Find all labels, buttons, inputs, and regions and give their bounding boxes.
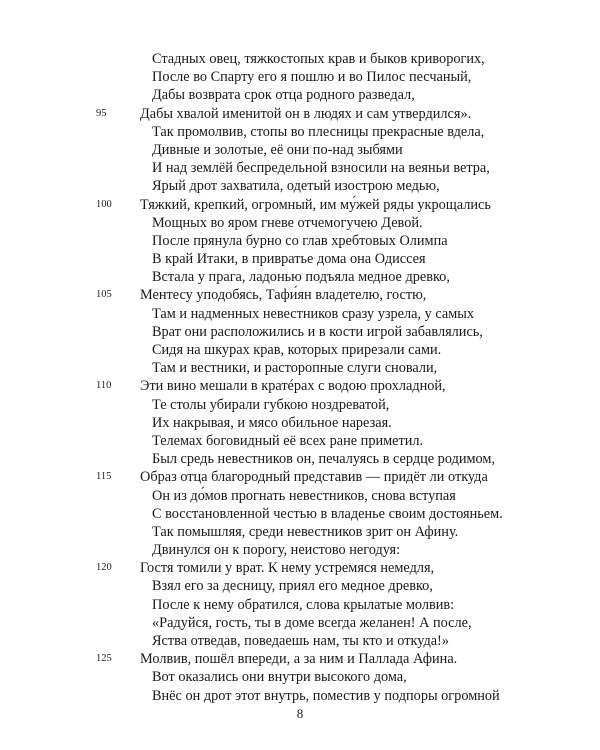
verse-line-text: И над землёй беспредельной взносили на веяньи ветра, bbox=[152, 160, 490, 177]
verse-line bbox=[0, 232, 600, 250]
verse-line bbox=[0, 50, 600, 68]
verse-line-text: Эти вино мешали в кратéрах с водою прохладной, bbox=[140, 378, 446, 395]
verse-line bbox=[0, 396, 600, 414]
verse-line-text: Взял его за десницу, приял его медное древко, bbox=[152, 578, 433, 595]
verse-line-text: Был средь невестников он, печалуясь в сердце родимом, bbox=[152, 451, 496, 468]
verse-line bbox=[0, 250, 600, 268]
verse-line-text: Врат они расположились и в кости игрой забавлялись, bbox=[152, 323, 483, 340]
verse-line-text: Так помышляя, среди невестников зрит он Афину. bbox=[152, 523, 459, 540]
verse-line-text: Их накрывая, и мясо обильное нарезая. bbox=[152, 414, 392, 431]
verse-line bbox=[0, 523, 600, 541]
verse-line-text: Стадных овец, тяжкостопых крав и быков криворогих, bbox=[152, 51, 485, 67]
verse-line bbox=[0, 177, 600, 195]
verse-line bbox=[0, 196, 600, 214]
page-number: 8 bbox=[296, 706, 304, 721]
verse-line-text: «Радуйся, гость, ты в доме всегда желанен! А после, bbox=[152, 614, 472, 631]
verse-line-text: После прянула бурно со глав хребтовых Олимпа bbox=[152, 232, 448, 249]
verse-line-text: Мощных во яром гневе отчемогучею Девой. bbox=[152, 214, 423, 231]
verse-line-text: В край Итаки, в привратье дома она Одиссея bbox=[152, 251, 426, 268]
line-number: 105 bbox=[96, 289, 112, 301]
verse-line bbox=[0, 377, 600, 395]
line-number: 120 bbox=[96, 562, 112, 574]
verse-line bbox=[0, 105, 600, 123]
verse-line bbox=[0, 414, 600, 432]
verse-line bbox=[0, 341, 600, 359]
verse-line bbox=[0, 268, 600, 286]
line-number: 110 bbox=[96, 380, 112, 392]
verse-line bbox=[0, 687, 600, 705]
verse-line bbox=[0, 559, 600, 577]
verse-line bbox=[0, 505, 600, 523]
verse-line bbox=[0, 432, 600, 450]
verse-line-text: Тяжкий, крепкий, огромный, им му́жей ряды укрощались bbox=[140, 196, 491, 213]
verse-line-text: Те столы убирали губкою ноздреватой, bbox=[152, 396, 390, 413]
verse-line-text: Так промолвив, стопы во плесницы прекрасные вдела, bbox=[152, 123, 485, 140]
verse-line bbox=[0, 359, 600, 377]
verse-line bbox=[0, 286, 600, 304]
verse-line-text: Он из до́мов прогнать невестников, снова вступая bbox=[152, 487, 456, 504]
verse-line bbox=[0, 487, 600, 505]
verse-line bbox=[0, 86, 600, 104]
verse-line-text: Ментесу уподобясь, Тафи́ян владетелю, гостю, bbox=[140, 287, 427, 304]
verse-line bbox=[0, 468, 600, 486]
verse-line bbox=[0, 214, 600, 232]
verse-line-text: Встала у прага, ладонью подъяла медное древко, bbox=[152, 269, 450, 286]
verse-line bbox=[0, 123, 600, 141]
verse-line bbox=[0, 141, 600, 159]
verse-line-text: Телемах боговидный её всех ране приметил. bbox=[152, 432, 424, 449]
verse-line bbox=[0, 323, 600, 341]
verse-line-text: Образ отца благородный представив — придёт ли откуда bbox=[140, 469, 488, 486]
verse-line bbox=[0, 596, 600, 614]
line-number: 125 bbox=[96, 653, 112, 665]
verse-line bbox=[0, 541, 600, 559]
verse-line bbox=[0, 68, 600, 86]
verse-line bbox=[0, 668, 600, 686]
verse-line-text: Там и надменных невестников сразу узрела, у самых bbox=[152, 305, 475, 322]
verse-line-text: Сидя на шкурах крав, которых прирезали сами. bbox=[152, 342, 442, 358]
verse-line-text: Дивные и золотые, её они по-над зыбями bbox=[152, 141, 403, 158]
verse-line-text: С восстановленной честью в владенье своим достояньем. bbox=[152, 505, 503, 522]
verse-line-text: После во Спарту его я пошлю и во Пилос песчаный, bbox=[152, 69, 472, 86]
verse-line-text: Яства отведав, поведаешь нам, ты кто и откуда!» bbox=[152, 633, 449, 649]
verse-line-text: Внёс он дрот этот внутрь, поместив у подпоры огромной bbox=[152, 687, 500, 704]
verse-line bbox=[0, 450, 600, 468]
verse-line bbox=[0, 305, 600, 323]
verse-line-text: Молвив, пошёл впереди, а за ним и Паллада Афина. bbox=[140, 651, 458, 668]
verse-line bbox=[0, 614, 600, 632]
verse-line-text: После к нему обратился, слова крылатые молвив: bbox=[152, 596, 455, 613]
verse-line-text: Дабы хвалой именитой он в людях и сам утвердился». bbox=[140, 105, 472, 122]
line-number: 95 bbox=[96, 107, 107, 119]
verse-line bbox=[0, 632, 600, 650]
verse-line-text: Там и вестники, и расторопные слуги сновали, bbox=[152, 360, 438, 377]
verse-line-text: Двинулся он к порогу, неистово негодуя: bbox=[152, 542, 401, 559]
verse-line-text: Ярый дрот захватила, одетый изострою медью, bbox=[152, 178, 440, 195]
verse-line-text: Вот оказались они внутри высокого дома, bbox=[152, 669, 407, 686]
line-number: 115 bbox=[96, 471, 112, 483]
verse-line bbox=[0, 159, 600, 177]
verse-line-text: Гостя томили у врат. К нему устремяся немедля, bbox=[140, 560, 435, 577]
verse-line bbox=[0, 650, 600, 668]
verse-line bbox=[0, 577, 600, 595]
line-number: 100 bbox=[96, 198, 112, 210]
verse-line-text: Дабы возврата срок отца родного разведал, bbox=[152, 87, 415, 104]
poem-text bbox=[0, 50, 600, 705]
